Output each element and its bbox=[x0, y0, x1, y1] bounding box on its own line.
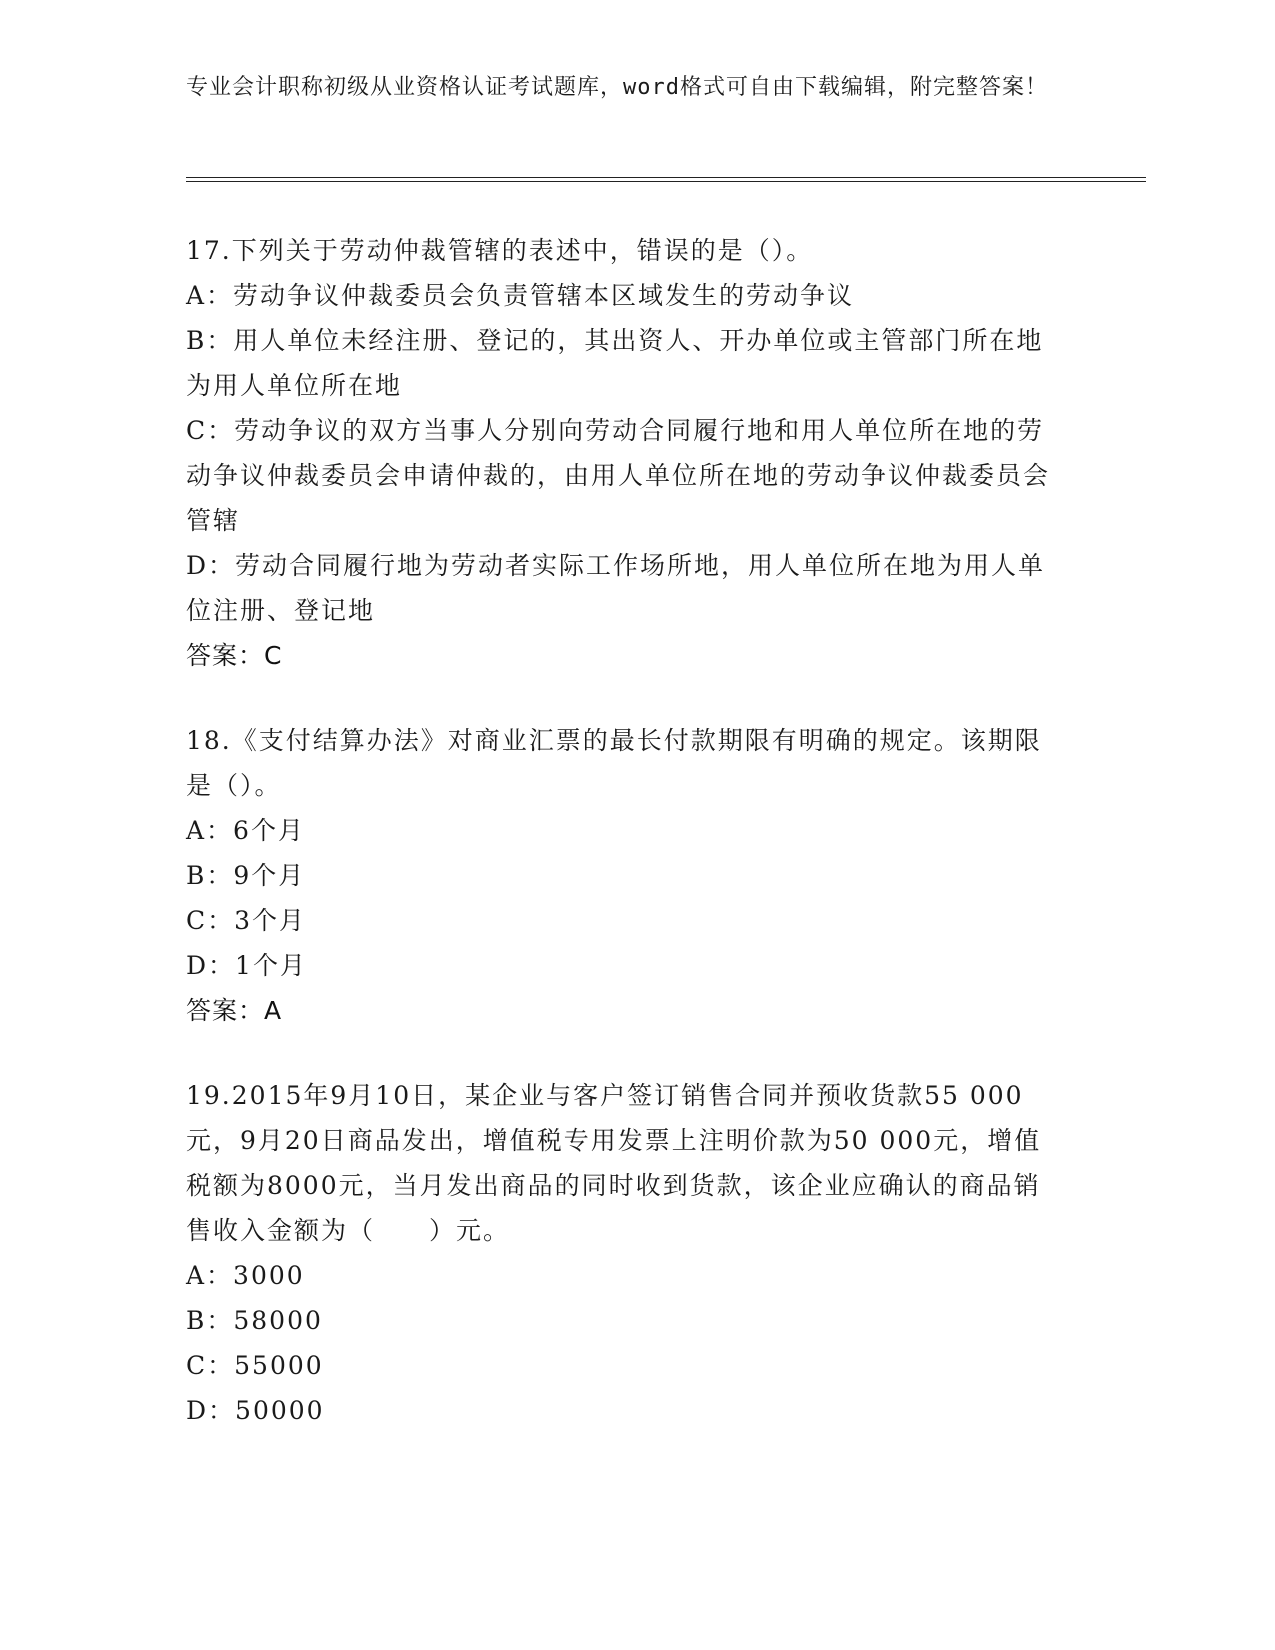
question-stem: 19.2015年9月10日，某企业与客户签订销售合同并预收货款55 000元，9月20日商品发出，增值税专用发票上注明价款为50 000元，增值税额为8000元，当月发出商品的同时收到货款，该企业应确认的商品销售收入金额为（ ）元。 bbox=[186, 1081, 1042, 1245]
option-c: C：3个月 bbox=[186, 906, 307, 935]
header-note: 专业会计职称初级从业资格认证考试题库，word格式可自由下载编辑，附完整答案！ bbox=[186, 75, 1048, 100]
answer-line: 答案：A bbox=[186, 996, 283, 1025]
answer-line: 答案：C bbox=[186, 641, 283, 670]
option-c: C：55000 bbox=[186, 1351, 324, 1380]
question-17 bbox=[186, 228, 1066, 678]
question-19 bbox=[186, 1073, 1066, 1433]
option-c: C：劳动争议的双方当事人分别向劳动合同履行地和用人单位所在地的劳动争议仲裁委员会申请仲裁的，由用人单位所在地的劳动争议仲裁委员会管辖 bbox=[186, 416, 1051, 535]
option-d: D：劳动合同履行地为劳动者实际工作场所地，用人单位所在地为用人单位注册、登记地 bbox=[186, 551, 1046, 625]
question-18 bbox=[186, 718, 1066, 1033]
option-b: B：用人单位未经注册、登记的，其出资人、开办单位或主管部门所在地为用人单位所在地 bbox=[186, 326, 1044, 400]
option-a: A：劳动争议仲裁委员会负责管辖本区域发生的劳动争议 bbox=[186, 281, 855, 310]
question-stem: 18.《支付结算办法》对商业汇票的最长付款期限有明确的规定。该期限是（）。 bbox=[186, 726, 1042, 800]
option-b: B：9个月 bbox=[186, 861, 306, 890]
header-divider bbox=[186, 177, 1146, 182]
option-b: B：58000 bbox=[186, 1306, 323, 1335]
question-stem: 17.下列关于劳动仲裁管辖的表述中，错误的是（）。 bbox=[186, 236, 814, 265]
option-d: D：50000 bbox=[186, 1396, 325, 1425]
question-list bbox=[186, 228, 1066, 1473]
option-d: D：1个月 bbox=[186, 951, 307, 980]
option-a: A：3000 bbox=[186, 1261, 305, 1290]
option-a: A：6个月 bbox=[186, 816, 305, 845]
